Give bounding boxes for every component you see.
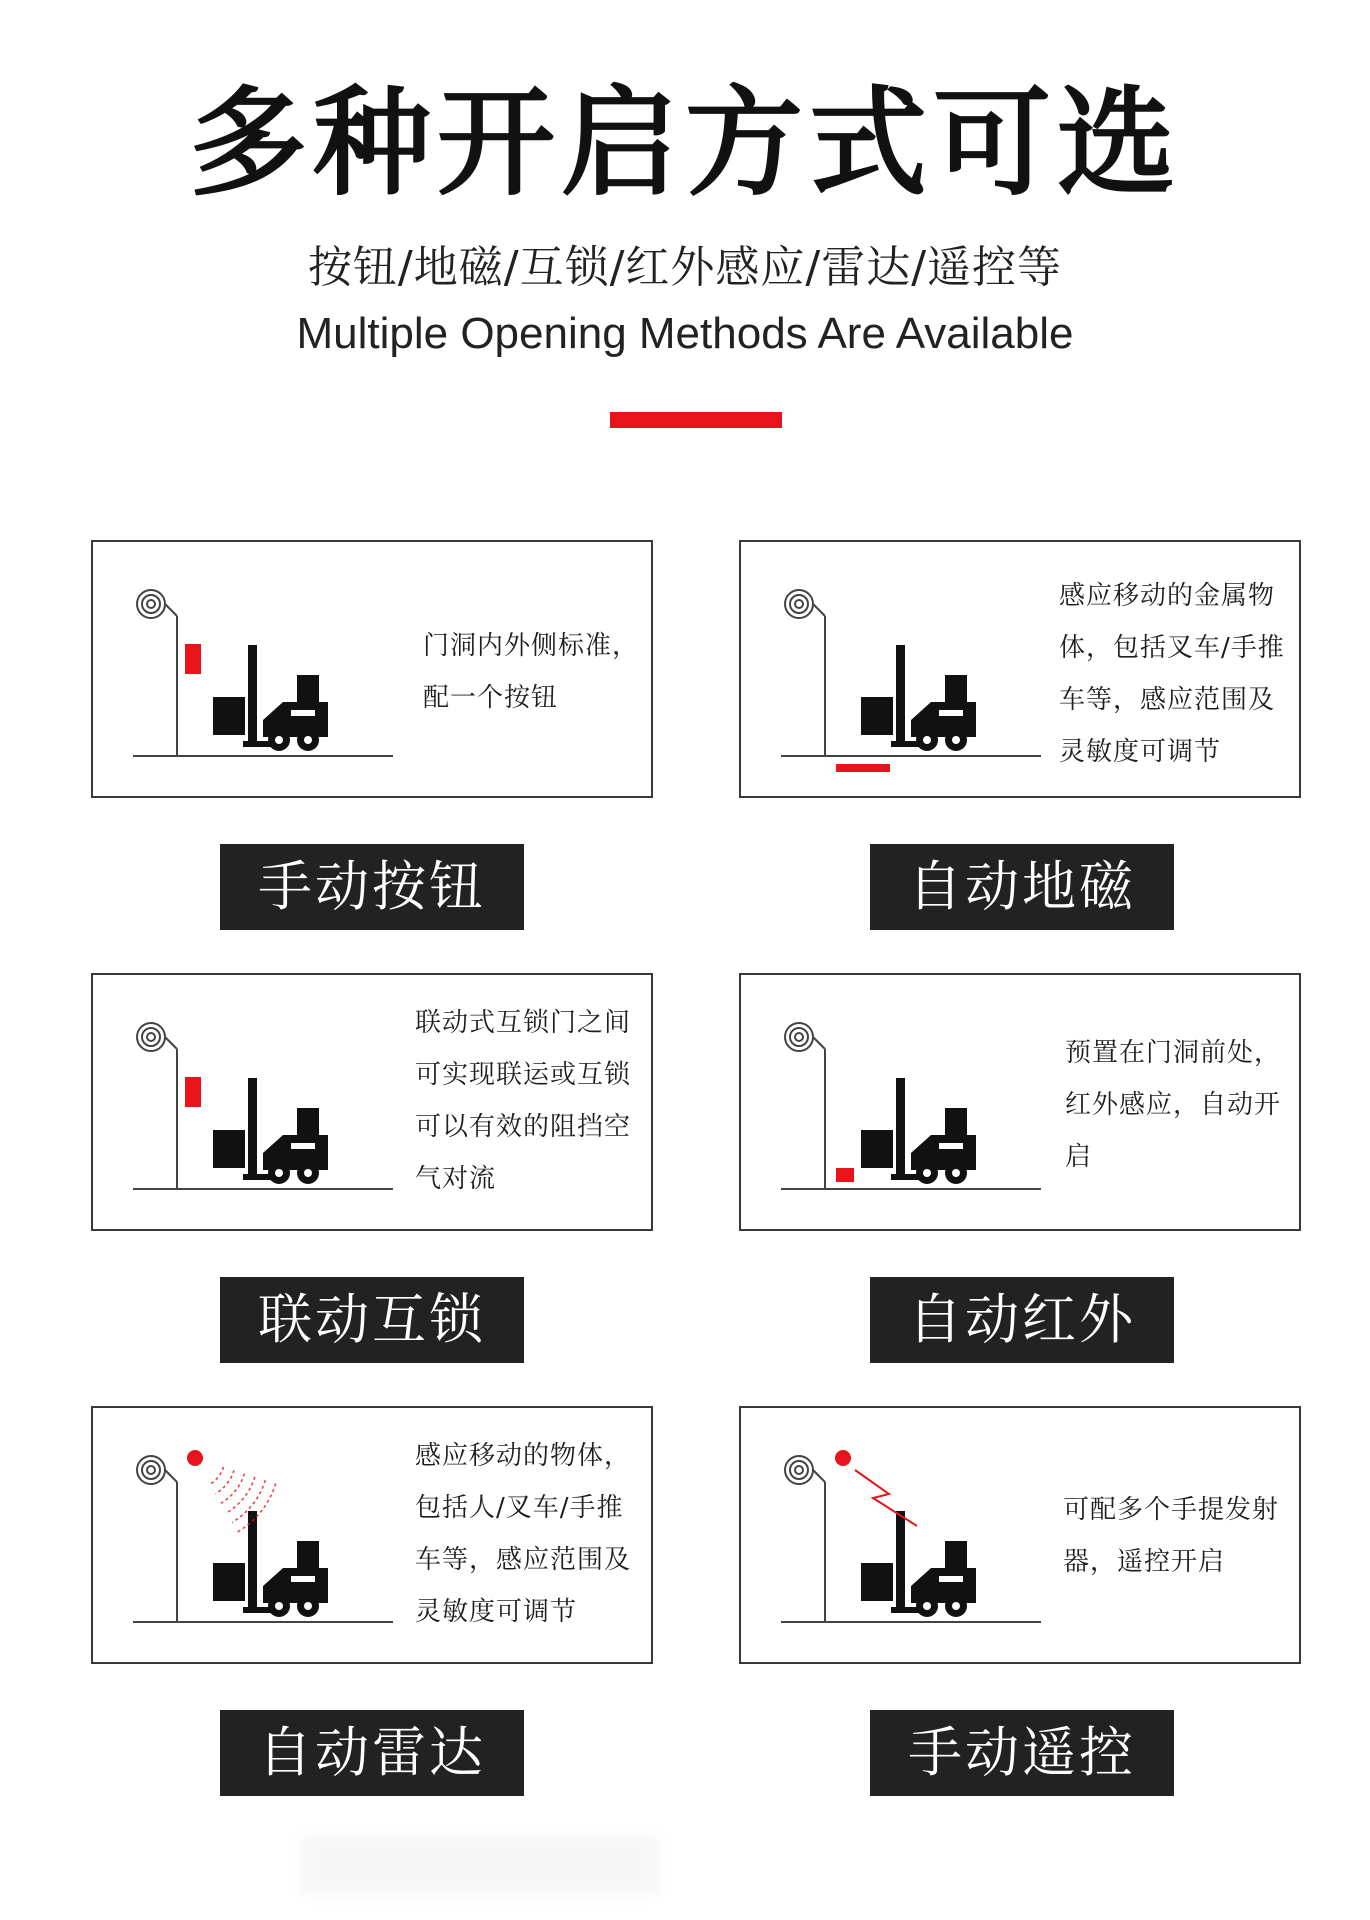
method-tag: 自动地磁 [870,844,1174,930]
remote-emitter [835,1450,851,1466]
accent-divider [610,412,782,428]
door-roll-icon [137,590,177,756]
description-line: 配一个按钮 [423,683,559,713]
method-description [1065,1027,1281,1183]
door-roll-icon [137,1456,177,1622]
radar-emitter [187,1450,203,1466]
method-card-radar [91,1406,653,1664]
subtitle-chinese: 按钮/地磁/互锁/红外感应/雷达/遥控等 [307,242,1063,293]
infrared-marker [836,1168,854,1182]
door-roll-icon [785,1456,825,1622]
description-line: 预置在门洞前处， [1065,1038,1282,1068]
method-description [423,620,639,724]
radar-wave-icon [210,1467,276,1532]
description-line: 可以有效的阻挡空 [415,1112,632,1142]
forklift-icon [213,645,328,751]
forklift-icon [861,1511,976,1617]
method-card-infrared [739,973,1301,1231]
method-tag: 手动遥控 [870,1710,1174,1796]
method-tag: 自动雷达 [220,1710,524,1796]
method-card-remote [739,1406,1301,1664]
method-description [415,1430,631,1638]
method-description [1063,1484,1279,1588]
description-line: 灵敏度可调节 [415,1597,578,1627]
forklift-icon [213,1078,328,1184]
method-tag: 联动互锁 [220,1277,524,1363]
description-line: 联动式互锁门之间 [415,1008,632,1038]
forklift-icon [861,645,976,751]
description-line: 器，遥控开启 [1063,1547,1226,1577]
description-line: 包括人/叉车/手推 [415,1493,624,1523]
method-description [1059,570,1285,778]
push-button-marker [185,644,201,674]
method-card-manual-button [91,540,653,798]
door-roll-icon [785,590,825,756]
description-line: 可实现联运或互锁 [415,1060,632,1090]
remote-signal-icon [855,1470,917,1526]
door-roll-icon [137,1023,177,1189]
door-roll-icon [785,1023,825,1189]
method-card-ground-magnet [739,540,1301,798]
page-title: 多种开启方式可选 [188,74,1181,212]
forklift-icon [213,1511,328,1617]
description-line: 启 [1065,1142,1093,1172]
description-line: 感应移动的物体， [415,1441,632,1471]
method-card-interlock [91,973,653,1231]
method-tag: 手动按钮 [220,844,524,930]
method-tag: 自动红外 [870,1277,1174,1363]
method-description [415,997,631,1205]
interlock-marker [185,1077,201,1107]
description-line: 车等，感应范围及 [1059,685,1276,715]
description-line: 门洞内外侧标准， [423,631,640,661]
forklift-icon [861,1078,976,1184]
description-line: 灵敏度可调节 [1059,737,1222,767]
description-line: 感应移动的金属物 [1059,581,1276,611]
description-line: 体，包括叉车/手推 [1059,633,1285,663]
ground-magnet-marker [836,764,890,772]
description-line: 红外感应，自动开 [1065,1090,1282,1120]
description-line: 气对流 [415,1164,497,1194]
description-line: 可配多个手提发射 [1063,1495,1280,1525]
faded-footer [300,1835,660,1895]
subtitle-english: Multiple Opening Methods Are Available [296,309,1074,358]
description-line: 车等，感应范围及 [415,1545,632,1575]
